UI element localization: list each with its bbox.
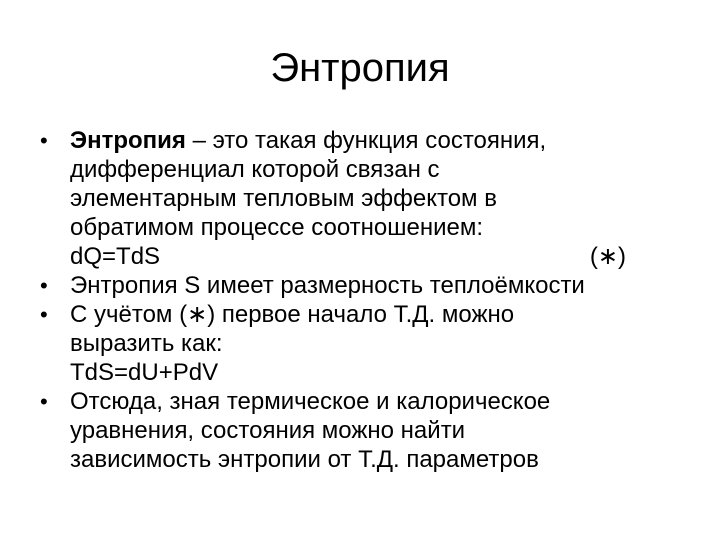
bullet-item-4 — [40, 387, 680, 474]
bullet-item-2 — [40, 271, 680, 300]
bullet-line: выразить как: — [70, 330, 223, 357]
bullet-marker: • — [40, 302, 48, 327]
bullet-line: обратимом процессе соотношением: — [70, 214, 484, 241]
formula-tag: (∗) — [589, 243, 626, 270]
bullet-marker: • — [40, 128, 48, 153]
bullet-marker: • — [40, 389, 48, 414]
bullet-line: С учётом (∗) первое начало Т.Д. можно — [70, 301, 515, 328]
bullet-line — [70, 126, 680, 155]
bullet-line: уравнения, состояния можно найти — [70, 417, 466, 444]
formula: TdS=dU+PdV — [70, 359, 219, 386]
bullet-line: зависимость энтропии от Т.Д. параметров — [70, 446, 539, 473]
bullet-list — [40, 126, 680, 474]
bullet-marker: • — [40, 273, 48, 298]
bullet-line: дифференциал которой связан с — [70, 156, 440, 183]
bullet-line: Отсюда, зная термическое и калорическое — [70, 388, 551, 415]
bullet-text: – это такая функция состояния, — [185, 127, 547, 154]
bullet-line: Энтропия S имеет размерность теплоёмкости — [70, 272, 585, 299]
formula: dQ=TdS — [70, 243, 161, 270]
formula-row — [70, 242, 626, 271]
slide-title-text: Энтропия — [270, 46, 450, 90]
bullet-item-3 — [40, 300, 680, 387]
bold-term: Энтропия — [70, 127, 186, 154]
slide-title — [0, 44, 720, 92]
bullet-line: элементарным тепловым эффектом в — [70, 185, 497, 212]
bullet-item-1 — [40, 126, 680, 271]
